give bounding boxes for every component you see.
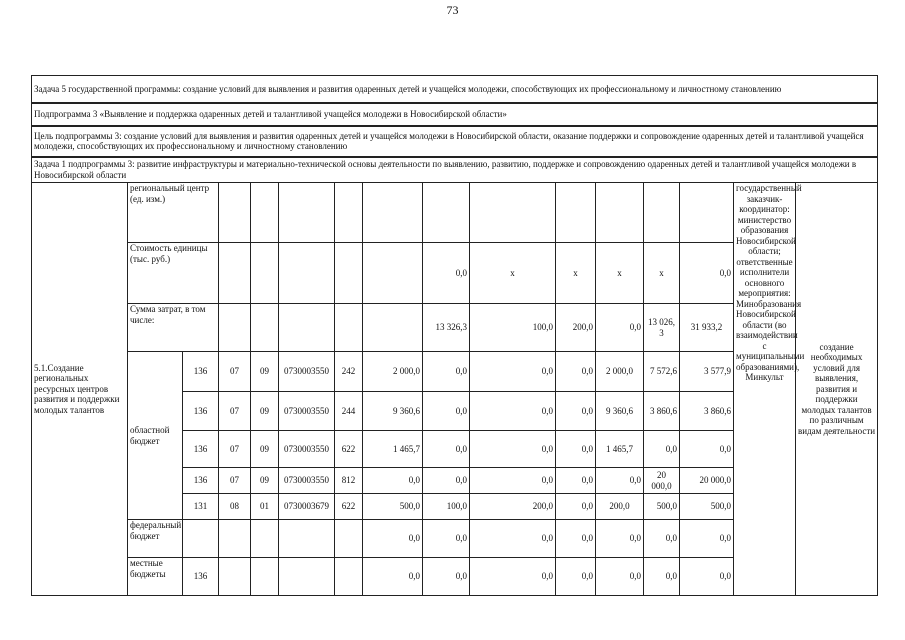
cell: 0,0: [423, 558, 470, 596]
cell: 0,0: [470, 352, 556, 392]
cell: 3 577,9: [680, 352, 734, 392]
cell: 131: [183, 494, 219, 520]
cell: 0,0: [644, 520, 680, 558]
cell: 0730003679: [279, 494, 335, 520]
cell: 0,0: [556, 431, 596, 468]
subprogram3-header: Подпрограмма 3 «Выявление и поддержка одаренных детей и талантливой учащейся молодежи в Новосибирской области»: [32, 103, 878, 126]
local-budget-label: местные бюджеты: [128, 558, 183, 596]
cell: 0,0: [423, 392, 470, 431]
cell: 500,0: [680, 494, 734, 520]
cell: 136: [183, 468, 219, 494]
cell: 136: [183, 352, 219, 392]
cell: 0,0: [470, 520, 556, 558]
task1-header: Задача 1 подпрограммы 3: развитие инфраструктуры и материально-технической основы деятельности по выявлению, развитию, поддержке и сопровождению одаренных детей и талантливой учащейся молодежи в Новосибирской области: [32, 157, 878, 183]
cell: 3 860,6: [644, 392, 680, 431]
oblast-budget-label: областной бюджет: [128, 352, 183, 520]
cell: 09: [251, 468, 279, 494]
cell: x: [470, 243, 556, 304]
cell: 9 360,6: [363, 392, 423, 431]
cell: 100,0: [423, 494, 470, 520]
cell: 100,0: [470, 304, 556, 352]
task5-header: Задача 5 государственной программы: создание условий для выявления и развития одаренных детей и учащейся молодежи, способствующих их профессиональному и личностному становлению: [32, 76, 878, 103]
responsible-text: государственный заказчик-координатор: министерство образования Новосибирской области; ответственные исполнители основного мероприятия: Минобразования Новосибирской области (во взаимодействии с муниципальными образованиями), Минкульт: [734, 183, 796, 596]
cell: 136: [183, 392, 219, 431]
cell: 0730003550: [279, 392, 335, 431]
cell: 3 860,6: [680, 392, 734, 431]
cell: 0,0: [556, 520, 596, 558]
measure-name: 5.1.Создание региональных ресурсных центров развития и поддержки молодых талантов: [32, 183, 128, 596]
cell: 136: [183, 558, 219, 596]
cell: 0,0: [556, 558, 596, 596]
cell: 0,0: [680, 520, 734, 558]
cell: 0,0: [470, 558, 556, 596]
cell: 0,0: [363, 520, 423, 558]
cell: 7 572,6: [644, 352, 680, 392]
cell: 0,0: [423, 468, 470, 494]
cell: 07: [219, 352, 251, 392]
cell: 07: [219, 468, 251, 494]
cell: 09: [251, 431, 279, 468]
cell: 0,0: [644, 558, 680, 596]
cell: 13 326,3: [423, 304, 470, 352]
cell: 0,0: [363, 558, 423, 596]
cell: 0,0: [423, 352, 470, 392]
cell: 0,0: [556, 392, 596, 431]
cell: 0,0: [644, 431, 680, 468]
cell: 09: [251, 392, 279, 431]
cell: 0,0: [596, 520, 644, 558]
cell: 500,0: [363, 494, 423, 520]
cell: 812: [335, 468, 363, 494]
cell: 0,0: [680, 431, 734, 468]
cell: 500,0: [644, 494, 680, 520]
cell: 0,0: [363, 468, 423, 494]
cell: 622: [335, 494, 363, 520]
cell: 0,0: [423, 520, 470, 558]
cell: 31 933,2: [680, 304, 734, 352]
row-label-total: Сумма затрат, в том числе:: [128, 304, 219, 352]
cell: 0,0: [680, 558, 734, 596]
cell: 200,0: [556, 304, 596, 352]
cell: 200,0: [596, 494, 644, 520]
cell: 0,0: [556, 468, 596, 494]
cell: 20 000,0: [680, 468, 734, 494]
cell: 2 000,0: [596, 352, 644, 392]
cell: 1 465,7: [363, 431, 423, 468]
cell: 0,0: [470, 392, 556, 431]
row-label-unit-cost: Стоимость единицы (тыс. руб.): [128, 243, 219, 304]
row-label-center: региональный центр (ед. изм.): [128, 183, 219, 243]
cell: 1 465,7: [596, 431, 644, 468]
goal-text: создание необходимых условий для выявления, развития и поддержки молодых талантов по различным видам деятельности: [796, 183, 878, 596]
page-number: 73: [446, 3, 459, 17]
cell: 0,0: [423, 431, 470, 468]
goal3-header: Цель подпрограммы 3: создание условий для выявления и развития одаренных детей и учащейся молодежи в Новосибирской области, оказание поддержки и сопровождение одаренных детей и талантливой учащейся молодежи, способствующих их профессиональному и личностному становлению: [32, 126, 878, 157]
cell: x: [556, 243, 596, 304]
federal-budget-label: федеральный бюджет: [128, 520, 183, 558]
cell: 2 000,0: [363, 352, 423, 392]
cell: 0,0: [596, 304, 644, 352]
cell: 9 360,6: [596, 392, 644, 431]
cell: 01: [251, 494, 279, 520]
cell: 09: [251, 352, 279, 392]
cell: 242: [335, 352, 363, 392]
cell: 08: [219, 494, 251, 520]
cell: 20 000,0: [644, 468, 680, 494]
cell: 07: [219, 431, 251, 468]
cell: 136: [183, 431, 219, 468]
cell: 200,0: [470, 494, 556, 520]
cell: 07: [219, 392, 251, 431]
cell: 0,0: [470, 431, 556, 468]
cell: 13 026,3: [644, 304, 680, 352]
cell: 0,0: [470, 468, 556, 494]
cell: 0730003550: [279, 352, 335, 392]
cell: 244: [335, 392, 363, 431]
cell: 0730003550: [279, 431, 335, 468]
cell: 0,0: [423, 243, 470, 304]
cell: 0,0: [556, 494, 596, 520]
cell: x: [596, 243, 644, 304]
cell: 0,0: [680, 243, 734, 304]
program-table: [31, 75, 878, 596]
cell: x: [644, 243, 680, 304]
cell: 0,0: [596, 558, 644, 596]
cell: 0,0: [556, 352, 596, 392]
cell: 0,0: [596, 468, 644, 494]
cell: 622: [335, 431, 363, 468]
cell: 0730003550: [279, 468, 335, 494]
